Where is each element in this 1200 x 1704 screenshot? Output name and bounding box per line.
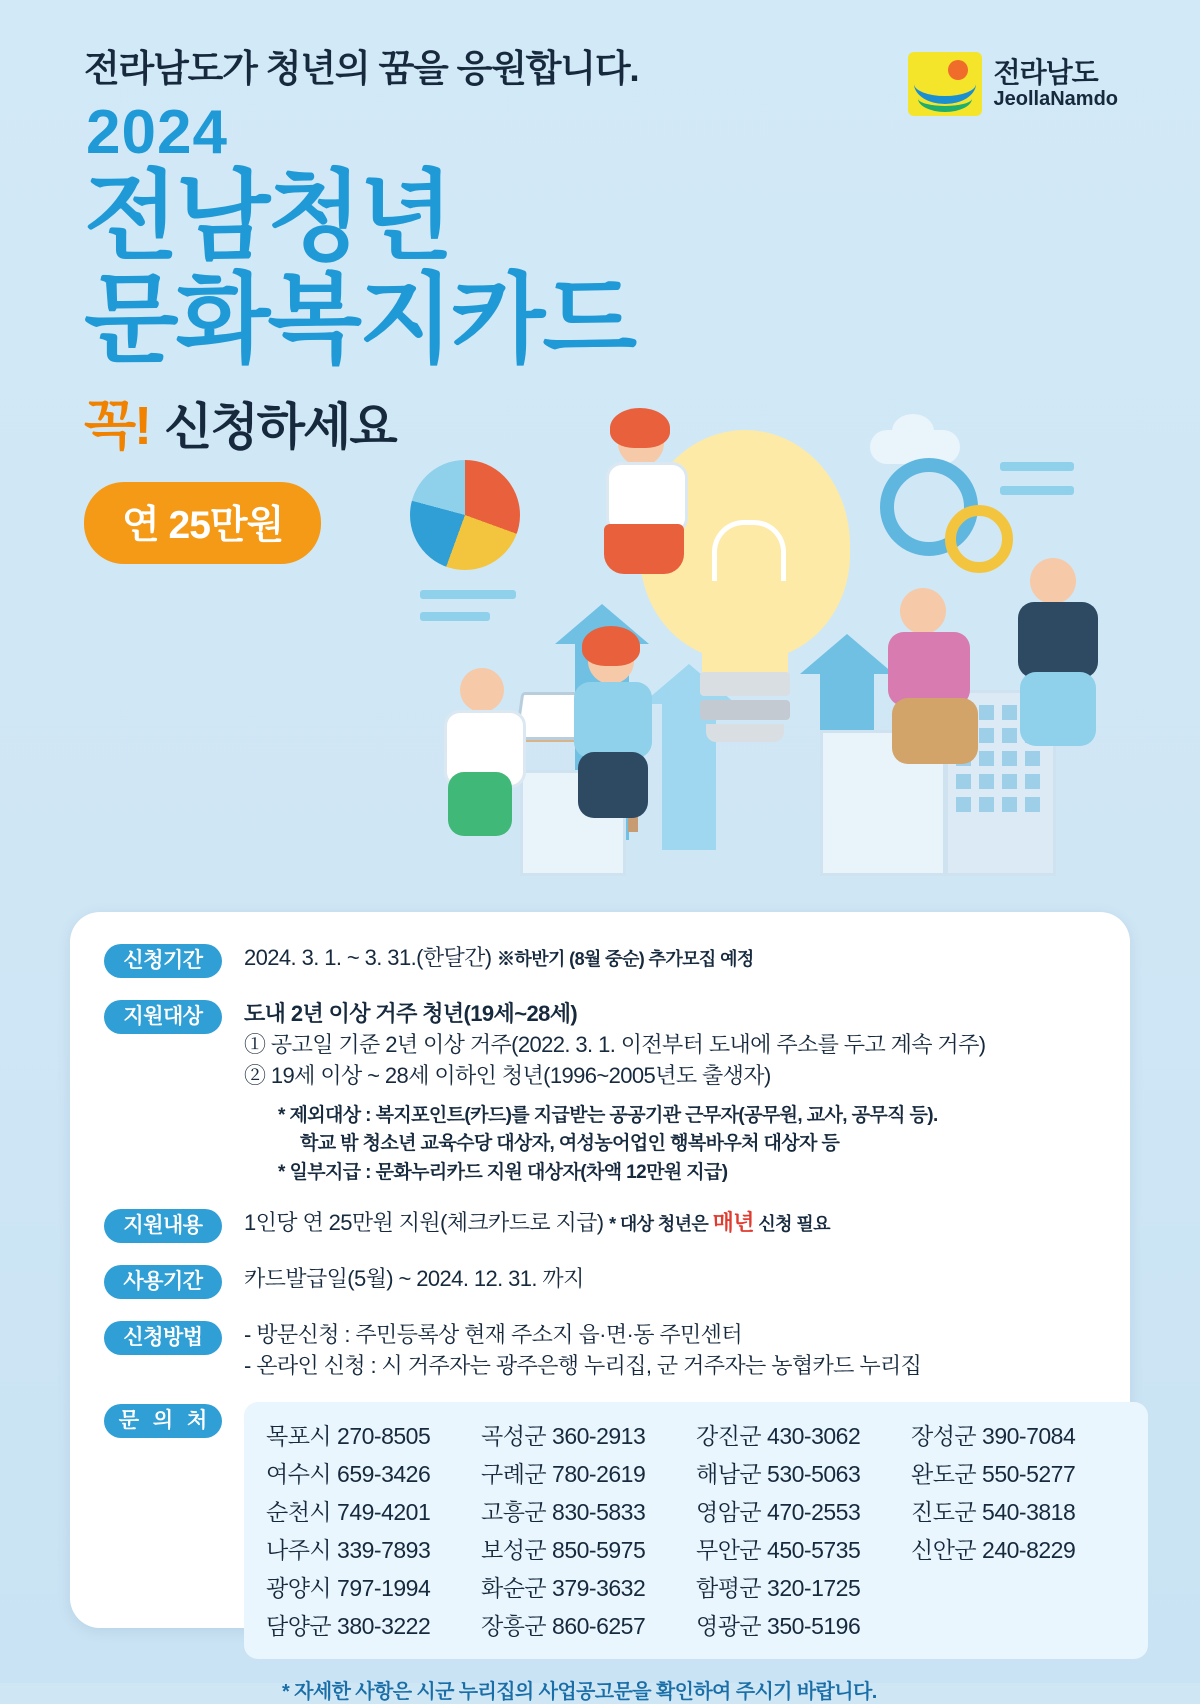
contact-item: 강진군 430-3062: [696, 1422, 861, 1449]
bulb-base: [706, 724, 784, 742]
person-head-icon: [460, 668, 504, 712]
arrow-up-icon: [662, 700, 716, 850]
wave-green-icon: [918, 88, 972, 112]
contact-item: 진도군 540-3818: [911, 1498, 1076, 1525]
label-application-period: 신청기간: [104, 944, 222, 978]
contact-item: 영암군 470-2553: [696, 1498, 861, 1525]
contact-grid: [266, 1418, 1126, 1641]
person-legs-icon: [448, 772, 512, 836]
contact-item: 곡성군 360-2913: [481, 1422, 646, 1449]
method-line-2: - 온라인 신청 : 시 거주자는 광주은행 누리집, 군 거주자는 농협카드 누리집: [244, 1353, 922, 1379]
contact-item: 광양시 797-1994: [266, 1574, 431, 1601]
person-head-icon: [900, 588, 946, 634]
contact-item: 함평군 320-1725: [696, 1574, 861, 1601]
contact-item: 나주시 339-7893: [266, 1536, 431, 1563]
illustration: [400, 400, 1200, 900]
contact-item: 해남군 530-5063: [696, 1460, 861, 1487]
contact-item: 장흥군 860-6257: [481, 1612, 646, 1639]
label-method: 신청방법: [104, 1321, 222, 1355]
page-title: [84, 161, 1114, 374]
content-usage-period: 카드발급일(5월) ~ 2024. 12. 31. 까지: [244, 1266, 584, 1292]
contact-item: 여수시 659-3426: [266, 1460, 431, 1487]
logo-name-ko: 전라남도: [993, 56, 1098, 88]
amount-badge: 연 25만원: [84, 482, 321, 564]
row-method: [70, 1319, 1130, 1381]
person-hair-icon: [582, 626, 640, 666]
person-skirt-icon: [604, 524, 684, 574]
content-target: [222, 998, 1130, 1187]
content-method: [222, 1319, 1130, 1381]
bar-decor-icon: [1000, 462, 1074, 471]
apply-text: 신청하세요: [164, 398, 396, 455]
person-body-icon: [1018, 602, 1098, 678]
contact-item: 완도군 550-5277: [911, 1460, 1076, 1487]
tagline: 전라남도가 청년의 꿈을 응원합니다.: [84, 48, 639, 89]
info-card: [70, 912, 1130, 1703]
person-legs-icon: [1020, 672, 1096, 746]
row-contact: [70, 1402, 1130, 1659]
bulb-base: [700, 700, 790, 720]
row-application-period: [70, 912, 1130, 978]
contact-item: 구례군 780-2619: [481, 1460, 646, 1487]
target-heading: 도내 2년 이상 거주 청년(19세~28세): [244, 1001, 578, 1026]
contact-item: 순천시 749-4201: [266, 1498, 431, 1525]
contact-item: 보성군 850-5975: [481, 1536, 646, 1563]
content-support: [222, 1207, 1130, 1238]
support-value: 1인당 연 25만원 지원(체크카드로 지급): [244, 1210, 604, 1236]
person-head-icon: [1030, 558, 1076, 604]
label-usage-period: 사용기간: [104, 1265, 222, 1299]
title-line-2: 문화복지카드: [84, 263, 635, 374]
jeollanamdo-logo: [908, 52, 1118, 116]
logo-text: [994, 58, 1118, 111]
row-usage-period: [70, 1263, 1130, 1299]
row-target: [70, 998, 1130, 1187]
pie-chart-icon: [410, 460, 520, 570]
filament-icon: [712, 520, 786, 581]
person-body-icon: [888, 632, 970, 706]
contact-item: 신안군 240-8229: [911, 1536, 1076, 1563]
target-exclude-line-2: 학교 밖 청소년 교육수당 대상자, 여성농어업인 행복바우처 대상자 등: [300, 1133, 840, 1155]
person-legs-icon: [578, 752, 648, 818]
label-contact: 문 의 처: [104, 1404, 222, 1438]
logo-name-en: JeollaNamdo: [993, 88, 1118, 111]
target-item-2: ② 19세 이상 ~ 28세 이하인 청년(1996~2005년도 출생자): [244, 1063, 771, 1089]
contact-item: 무안군 450-5735: [696, 1536, 861, 1563]
contact-item: 화순군 379-3632: [481, 1574, 646, 1601]
contact-item: 담양군 380-3222: [266, 1612, 431, 1639]
label-support: 지원내용: [104, 1209, 222, 1243]
emphasis-text: 꼭!: [84, 395, 151, 456]
method-line-1: - 방문신청 : 주민등록상 현재 주소지 읍·면·동 주민센터: [244, 1322, 742, 1348]
year: 2024: [86, 98, 228, 167]
application-period-value: 2024. 3. 1. ~ 3. 31.(한달간): [244, 945, 492, 970]
target-partial-payment: * 일부지급 : 문화누리카드 지원 대상자(차액 12만원 지급): [278, 1161, 728, 1183]
footnote: * 자세한 사항은 시군 누리집의 사업공고문을 확인하여 주시기 바랍니다.: [282, 1680, 877, 1703]
person-body-icon: [574, 682, 652, 758]
label-target: 지원대상: [104, 1000, 222, 1034]
contact-panel: [244, 1402, 1148, 1659]
logo-mark-icon: [908, 52, 982, 116]
bulb-base: [700, 672, 790, 696]
contact-item: [911, 1570, 1126, 1603]
contact-item: [911, 1608, 1126, 1641]
contact-item: 고흥군 830-5833: [481, 1498, 646, 1525]
person-legs-icon: [892, 698, 978, 764]
application-period-note: ※하반기 (8월 중순) 추가모집 예정: [497, 949, 754, 969]
support-note-emphasis: 매년: [712, 1210, 754, 1236]
contact-item: 장성군 390-7084: [911, 1422, 1076, 1449]
row-support: [70, 1207, 1130, 1243]
content-application-period: [222, 942, 1130, 973]
support-note-pre: * 대상 청년은: [609, 1214, 713, 1235]
bar-decor-icon: [420, 612, 490, 621]
support-note-post: 신청 필요: [753, 1214, 830, 1235]
title-line-1: 전남청년: [84, 161, 451, 272]
contact-item: 영광군 350-5196: [696, 1612, 861, 1639]
contact-item: 목포시 270-8505: [266, 1422, 431, 1449]
gear-small-icon: [945, 505, 1013, 573]
target-exclude-line-1: * 제외대상 : 복지포인트(카드)를 지급받는 공공기관 근무자(공무원, 교사, 공무직 등).: [278, 1104, 938, 1126]
bar-decor-icon: [420, 590, 516, 599]
target-item-1: ① 공고일 기준 2년 이상 거주(2022. 3. 1. 이전부터 도내에 주소를 두고 계속 거주): [244, 1032, 986, 1058]
bar-decor-icon: [1000, 486, 1074, 495]
target-exclusions: [244, 1102, 1130, 1188]
person-hair-icon: [610, 408, 670, 448]
